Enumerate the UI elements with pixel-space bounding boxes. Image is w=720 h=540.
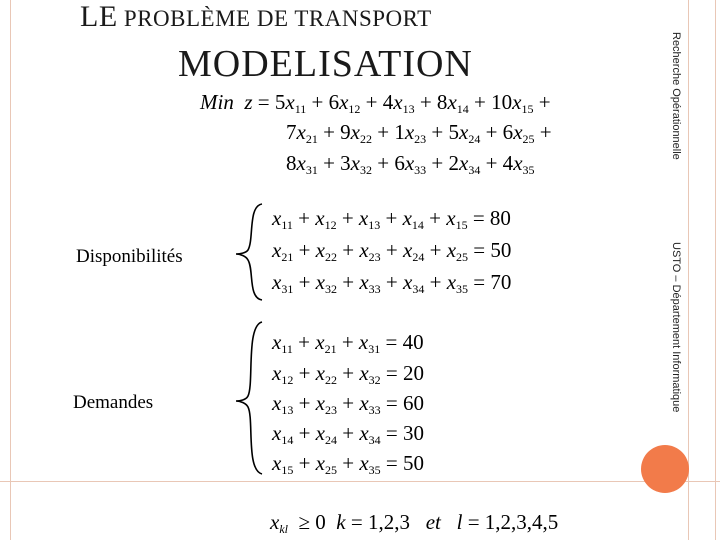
demand-constraint-5: $x_{15} + x_{25} + x_{35} = 50$: [272, 451, 425, 477]
right-border-line: [688, 0, 689, 540]
side-course-label: Recherche Opérationnelle: [670, 32, 682, 160]
demand-constraint-2: $x_{12} + x_{22} + x_{32} = 20$: [272, 361, 425, 387]
objective-line-3: $8x_{31} + 3x_{32} + 6x_{33} + 2x_{34} + 4x_{35}$: [286, 151, 535, 177]
bottom-border-line: [0, 481, 720, 482]
disponibilites-brace: [232, 200, 268, 304]
right-border-line-outer: [715, 0, 716, 540]
demandes-label: Demandes: [73, 392, 154, 413]
nonnegativity-constraint: $x_{kl} \ge 0$ k = 1,2,3 et l = 1,2,3,4,5: [270, 510, 559, 536]
supply-constraint-1: $x_{11} + x_{12} + x_{13} + x_{14} + x_{15} = 80$: [272, 206, 511, 232]
decorative-orange-circle: [641, 445, 689, 493]
objective-line-1: Min $z = 5x_{11} + 6x_{12} + 4x_{13} + 8x_{14} + 10x_{15}$ +: [200, 90, 551, 116]
demandes-brace: [232, 318, 268, 478]
disponibilites-label: Disponibilités: [76, 246, 183, 267]
objective-line-2: $7x_{21} + 9x_{22} + 1x_{23} + 5x_{24} + 6x_{25}$ +: [286, 120, 552, 146]
left-border-line: [10, 0, 11, 540]
demand-constraint-3: $x_{13} + x_{23} + x_{33} = 60$: [272, 391, 425, 417]
demand-constraint-4: $x_{14} + x_{24} + x_{34} = 30$: [272, 421, 425, 447]
supply-constraint-3: $x_{31} + x_{32} + x_{33} + x_{34} + x_{35} = 70$: [272, 270, 512, 296]
supply-constraint-2: $x_{21} + x_{22} + x_{23} + x_{24} + x_{25} = 50$: [272, 238, 512, 264]
slide-title: LE PROBLÈME DE TRANSPORT: [80, 0, 432, 33]
demand-constraint-1: $x_{11} + x_{21} + x_{31} = 40$: [272, 330, 424, 356]
side-department-label: USTO – Département Informatique: [670, 242, 682, 413]
slide-subtitle: MODELISATION: [178, 43, 473, 85]
